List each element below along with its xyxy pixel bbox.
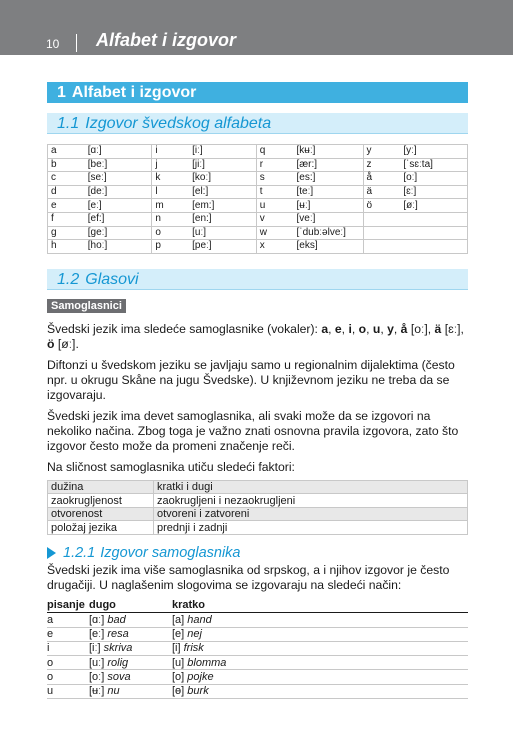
section-title: Glasovi xyxy=(85,270,139,288)
letter-cell: a xyxy=(48,145,85,159)
letter-cell: l xyxy=(152,185,189,199)
ipa-cell xyxy=(400,226,467,240)
long-cell xyxy=(89,627,172,641)
separator: , xyxy=(393,321,401,336)
letter-cell: j xyxy=(152,158,189,172)
letter-cell: z xyxy=(363,158,400,172)
paragraph-nine-vowels: Švedski jezik ima devet samoglasnika, ali svaki može da se izgovori na nekoliko načina. Zbog toga je važno znati osnovna pravila izgovora, zato što izgovor često može da promeni značenje reči. xyxy=(47,408,459,453)
letter-cell: i xyxy=(47,641,89,655)
letter-cell: k xyxy=(152,172,189,186)
ipa-cell: [ær:] xyxy=(293,158,363,172)
ipa-cell: [deː] xyxy=(85,185,152,199)
ipa: [ʉː] xyxy=(89,685,108,698)
vowel: å xyxy=(400,321,408,336)
table-row xyxy=(48,199,468,213)
ipa-cell xyxy=(400,212,467,226)
long-cell xyxy=(89,641,172,655)
ipa-cell: [el:] xyxy=(189,185,256,199)
ipa-cell: [seː] xyxy=(85,172,152,186)
vowel: a xyxy=(321,321,329,336)
letter-cell: g xyxy=(48,226,85,240)
factor-values: kratki i dugi xyxy=(154,480,468,494)
letter-cell: u xyxy=(47,684,89,698)
letter-cell: ä xyxy=(363,185,400,199)
ipa: [i] xyxy=(172,642,184,655)
letter-cell: a xyxy=(47,613,89,627)
letter-cell: n xyxy=(152,212,189,226)
table-row xyxy=(47,670,468,684)
ipa-cell: [peː] xyxy=(189,240,256,254)
letter-cell: e xyxy=(47,627,89,641)
vowel: o xyxy=(358,321,367,336)
letter-cell: ö xyxy=(363,199,400,213)
section-heading-1-2 xyxy=(47,269,468,290)
table-row xyxy=(48,185,468,199)
letter-cell: i xyxy=(152,145,189,159)
long-cell xyxy=(89,670,172,684)
example-word: hand xyxy=(187,613,212,626)
short-cell xyxy=(172,613,468,627)
ipa: [eː] xyxy=(89,628,108,641)
column-header: kratko xyxy=(172,599,468,613)
example-word: rolig xyxy=(107,656,129,669)
example-word: resa xyxy=(107,628,129,641)
factors-table xyxy=(47,480,468,535)
separator: , xyxy=(380,321,388,336)
ipa-cell: [koː] xyxy=(189,172,256,186)
vowel: e xyxy=(334,321,342,336)
letter-cell: c xyxy=(48,172,85,186)
header-divider xyxy=(76,34,77,52)
short-cell xyxy=(172,627,468,641)
ipa-cell: [teː] xyxy=(293,185,363,199)
letter-cell xyxy=(363,212,400,226)
section-number: 1.2 xyxy=(57,270,80,288)
letter-cell: o xyxy=(47,670,89,684)
letter-cell: e xyxy=(48,199,85,213)
factor-values: otvoreni i zatvoreni xyxy=(154,507,468,521)
ipa: [oː], xyxy=(407,321,435,336)
section-heading-1-2-1 xyxy=(47,545,468,561)
letter-cell: p xyxy=(152,240,189,254)
table-row xyxy=(47,684,468,698)
ipa-cell: [ɛː] xyxy=(400,185,467,199)
subsection-badge: Samoglasnici xyxy=(47,299,126,313)
ipa-cell: [ɑː] xyxy=(85,145,152,159)
ipa-cell: [iː] xyxy=(189,145,256,159)
example-word: bad xyxy=(107,613,126,626)
section-title: Izgovor švedskog alfabeta xyxy=(85,115,272,132)
ipa-cell: [oː] xyxy=(400,172,467,186)
vowel: ö xyxy=(47,336,55,351)
letter-cell: t xyxy=(256,185,293,199)
ipa: [oː] xyxy=(89,671,108,684)
letter-cell: o xyxy=(47,656,89,670)
ipa: [ɑː] xyxy=(89,613,108,626)
ipa-cell: [es:] xyxy=(293,172,363,186)
example-word: pojke xyxy=(187,671,214,684)
table-row xyxy=(48,494,468,508)
ipa: [øː]. xyxy=(54,336,79,351)
table-row xyxy=(48,240,468,254)
short-cell xyxy=(172,656,468,670)
ipa: [o] xyxy=(172,671,188,684)
paragraph-vowel-pronunciation: Švedski jezik ima više samoglasnika od srpskog, a i njihov izgovor je često drugačiji. U naglašenim slogovima se izgovaraju na sledeći način: xyxy=(47,562,450,592)
ipa: [iː] xyxy=(89,642,104,655)
section-title: Alfabet i izgovor xyxy=(71,84,197,101)
paragraph-factors-intro: Na sličnost samoglasnika utiču sledeći faktori: xyxy=(47,459,295,474)
ipa: [u] xyxy=(172,656,188,669)
long-cell xyxy=(89,656,172,670)
letter-cell: d xyxy=(48,185,85,199)
ipa-cell: [øː] xyxy=(400,199,467,213)
long-cell xyxy=(89,613,172,627)
page-content xyxy=(47,82,468,699)
table-row xyxy=(48,507,468,521)
letter-cell: f xyxy=(48,212,85,226)
text: Švedski jezik ima sledeće samoglasnike (vokaler): xyxy=(47,321,322,336)
letter-cell: v xyxy=(256,212,293,226)
ipa-cell: [beː] xyxy=(85,158,152,172)
vowel: ä xyxy=(434,321,442,336)
section-heading-1-1 xyxy=(47,113,468,134)
letter-cell: o xyxy=(152,226,189,240)
ipa-cell: [ef:] xyxy=(85,212,152,226)
section-number: 1.2.1 xyxy=(63,544,96,561)
ipa-cell: [geː] xyxy=(85,226,152,240)
letter-cell: s xyxy=(256,172,293,186)
letter-cell: w xyxy=(256,226,293,240)
long-cell xyxy=(89,684,172,698)
separator: , xyxy=(351,321,359,336)
ipa-cell: [ˈsɛːta] xyxy=(400,158,467,172)
header-bar xyxy=(0,0,513,55)
letter-cell: h xyxy=(48,240,85,254)
letter-cell: x xyxy=(256,240,293,254)
page-number: 10 xyxy=(46,37,60,51)
example-word: skriva xyxy=(103,642,133,655)
ipa-cell: [em:] xyxy=(189,199,256,213)
vowel-pronunciation-table xyxy=(47,599,468,699)
section-number: 1.1 xyxy=(57,115,80,132)
letter-cell xyxy=(363,226,400,240)
short-cell xyxy=(172,684,468,698)
table-row xyxy=(48,521,468,535)
ipa-cell: [ʉː] xyxy=(293,199,363,213)
paragraph-vowels-list xyxy=(47,322,468,352)
ipa-cell: [veː] xyxy=(293,212,363,226)
ipa-cell: [hoː] xyxy=(85,240,152,254)
factor-values: prednji i zadnji xyxy=(154,521,468,535)
letter-cell: r xyxy=(256,158,293,172)
letter-cell: å xyxy=(363,172,400,186)
ipa-cell: [eː] xyxy=(85,199,152,213)
letter-cell: m xyxy=(152,199,189,213)
table-row xyxy=(48,158,468,172)
vowel: i xyxy=(348,321,352,336)
separator: , xyxy=(341,321,349,336)
factor-name: dužina xyxy=(48,480,154,494)
letter-cell: b xyxy=(48,158,85,172)
ipa: [e] xyxy=(172,628,188,641)
running-title: Alfabet i izgovor xyxy=(96,30,237,50)
vowel: u xyxy=(372,321,381,336)
ipa: [uː] xyxy=(89,656,108,669)
ipa: [ɵ] xyxy=(172,685,188,698)
table-row xyxy=(47,627,468,641)
short-cell xyxy=(172,670,468,684)
letter-cell: q xyxy=(256,145,293,159)
factor-name: položaj jezika xyxy=(48,521,154,535)
example-word: frisk xyxy=(183,642,204,655)
ipa: [ɛː], xyxy=(441,321,464,336)
ipa-cell: [ˈdubːəlveː] xyxy=(293,226,363,240)
table-row xyxy=(48,226,468,240)
ipa-cell xyxy=(400,240,467,254)
ipa-cell: [eks] xyxy=(293,240,363,254)
table-row xyxy=(47,641,468,655)
ipa-cell: [yː] xyxy=(400,145,467,159)
factor-name: zaokrugljenost xyxy=(48,494,154,508)
ipa-cell: [jiː] xyxy=(189,158,256,172)
table-row xyxy=(48,145,468,159)
paragraph-diphthongs: Diftonzi u švedskom jeziku se javljaju samo u regionalnim dijalektima (često npr. u okrugu Skåne na jugu Švedske). U književnom jeziku ne treba da se izgovaraju. xyxy=(47,357,455,402)
section-number: 1 xyxy=(57,84,66,101)
table-row xyxy=(48,212,468,226)
table-row xyxy=(48,480,468,494)
example-word: nu xyxy=(107,685,120,698)
table-row xyxy=(47,656,468,670)
separator: , xyxy=(328,321,335,336)
example-word: sova xyxy=(107,671,131,684)
factor-values: zaokrugljeni i nezaokrugljeni xyxy=(154,494,468,508)
table-header-row xyxy=(47,599,468,613)
ipa: [a] xyxy=(172,613,188,626)
column-header: dugo xyxy=(89,599,172,613)
letter-cell: u xyxy=(256,199,293,213)
example-word: blomma xyxy=(187,656,227,669)
separator: , xyxy=(366,321,373,336)
example-word: nej xyxy=(187,628,202,641)
ipa-cell: [uː] xyxy=(189,226,256,240)
ipa-cell: [en:] xyxy=(189,212,256,226)
section-heading-1 xyxy=(47,82,468,103)
table-row xyxy=(48,172,468,186)
example-word: burk xyxy=(187,685,209,698)
column-header: pisanje xyxy=(47,599,89,613)
vowel: y xyxy=(387,321,394,336)
alphabet-table xyxy=(47,144,468,254)
ipa-cell: [kʉː] xyxy=(293,145,363,159)
short-cell xyxy=(172,641,468,655)
table-row xyxy=(47,613,468,627)
section-title: Izgovor samoglasnika xyxy=(100,544,241,561)
letter-cell xyxy=(363,240,400,254)
triangle-bullet-icon xyxy=(47,547,56,559)
letter-cell: y xyxy=(363,145,400,159)
factor-name: otvorenost xyxy=(48,507,154,521)
